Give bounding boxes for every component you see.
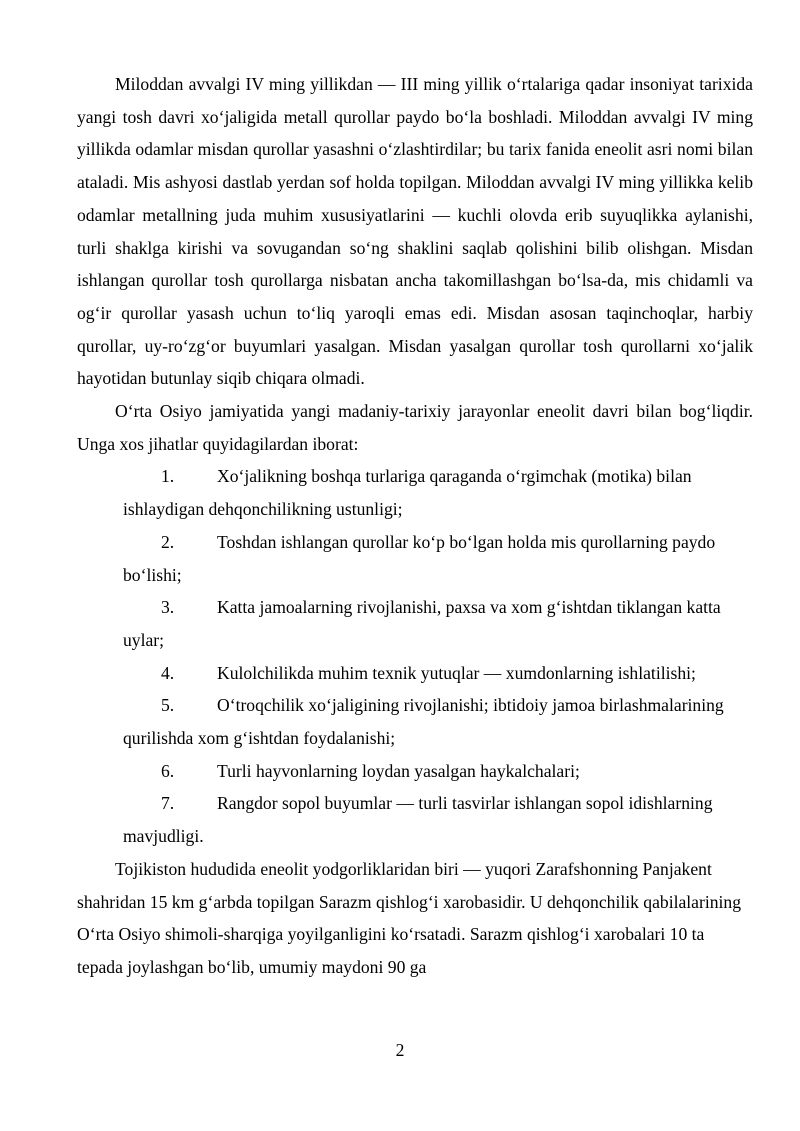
list-item-number: 4. xyxy=(161,662,175,683)
list-item-number: 7. xyxy=(161,793,175,814)
list-item-number: 6. xyxy=(161,760,175,781)
list-item-text: Rangdor sopol buyumlar — turli tasvirlar ishlangan sopol idishlarning mavjudligi. xyxy=(123,793,713,847)
list-item-number: 2. xyxy=(161,531,175,552)
list-item-number: 3. xyxy=(161,597,175,618)
list-item xyxy=(123,755,753,788)
list-item xyxy=(123,657,753,690)
list-item-number: 5. xyxy=(161,695,175,716)
list-item xyxy=(123,460,753,525)
list-item xyxy=(123,526,753,591)
list-item-number: 1. xyxy=(161,466,175,487)
list-item-text: Katta jamoalarning rivojlanishi, paxsa va xom g‘ishtdan tiklangan katta uylar; xyxy=(123,597,721,650)
features-list xyxy=(77,460,753,852)
list-item-text: Turli hayvonlarning loydan yasalgan haykalchalari; xyxy=(217,760,580,781)
paragraph-central-asia: O‘rta Osiyo jamiyatida yangi madaniy-tarixiy jarayonlar eneolit davri bilan bog‘liqdir. Unga xos jihatlar quyidagilardan iborat: xyxy=(77,401,753,454)
paragraph-eneolithic-intro: Miloddan avvalgi IV ming yillikdan — III ming yillik o‘rtalariga qadar insoniyat tarixida yangi tosh davri xo‘jaligida metall qurollar paydo bo‘la boshladi. Miloddan avvalgi IV ming yillikda odamlar misdan qurollar yasashni o‘zlashtirdilar; bu tarix fanida eneolit asri nomi bilan ataladi. Mis ashyosi dastlab yerdan sof holda topilgan. Miloddan avvalgi IV ming yillikka kelib odamlar metallning juda muhim xususiyatlarini — kuchli olovda erib suyuqlikka aylanishi, turli shaklga kirishi va sovugandan so‘ng shaklini saqlab qolishini bilib olishgan. Misdan ishlangan qurollar tosh qurollarga nisbatan ancha takomillashgan bo‘lsa-da, mis chidamli va og‘ir qurollar yasash uchun to‘liq yaroqli emas edi. Misdan asosan taqinchoqlar, harbiy qurollar, uy-ro‘zg‘or buyumlari yasalgan. Misdan yasalgan qurollar tosh qurollarni xo‘jalik hayotidan butunlay siqib chiqara olmadi. xyxy=(77,74,753,389)
list-item-text: O‘troqchilik xo‘jaligining rivojlanishi; ibtidoiy jamoa birlashmalarining qurilishda xom g‘ishtdan foydalanishi; xyxy=(123,695,724,749)
list-item-text: Kulolchilikda muhim texnik yutuqlar — xumdonlarning ishlatilishi; xyxy=(217,662,696,683)
paragraph-sarazm: Tojikiston hududida eneolit yodgorliklaridan biri — yuqori Zarafshonning Panjakent shahridan 15 km g‘arbda topilgan Sarazm qishlog‘i xarobasidir. U dehqonchilik qabilalarining O‘rta Osiyo shimoli-sharqiga yoyilganligini ko‘rsatadi. Sarazm qishlog‘i xarobalari 10 ta tepada joylashgan bo‘lib, umumiy maydoni 90 ga xyxy=(77,858,742,977)
page-number: 2 xyxy=(395,1040,405,1060)
list-item xyxy=(123,689,753,754)
document-body xyxy=(77,68,753,984)
list-item-text: Toshdan ishlangan qurollar ko‘p bo‘lgan holda mis qurollarning paydo bo‘lishi; xyxy=(123,531,716,585)
list-item-text: Xo‘jalikning boshqa turlariga qaraganda o‘rgimchak (motika) bilan ishlaydigan dehqonchilikning ustunligi; xyxy=(123,466,692,520)
list-item xyxy=(123,591,753,656)
list-item xyxy=(123,787,753,852)
